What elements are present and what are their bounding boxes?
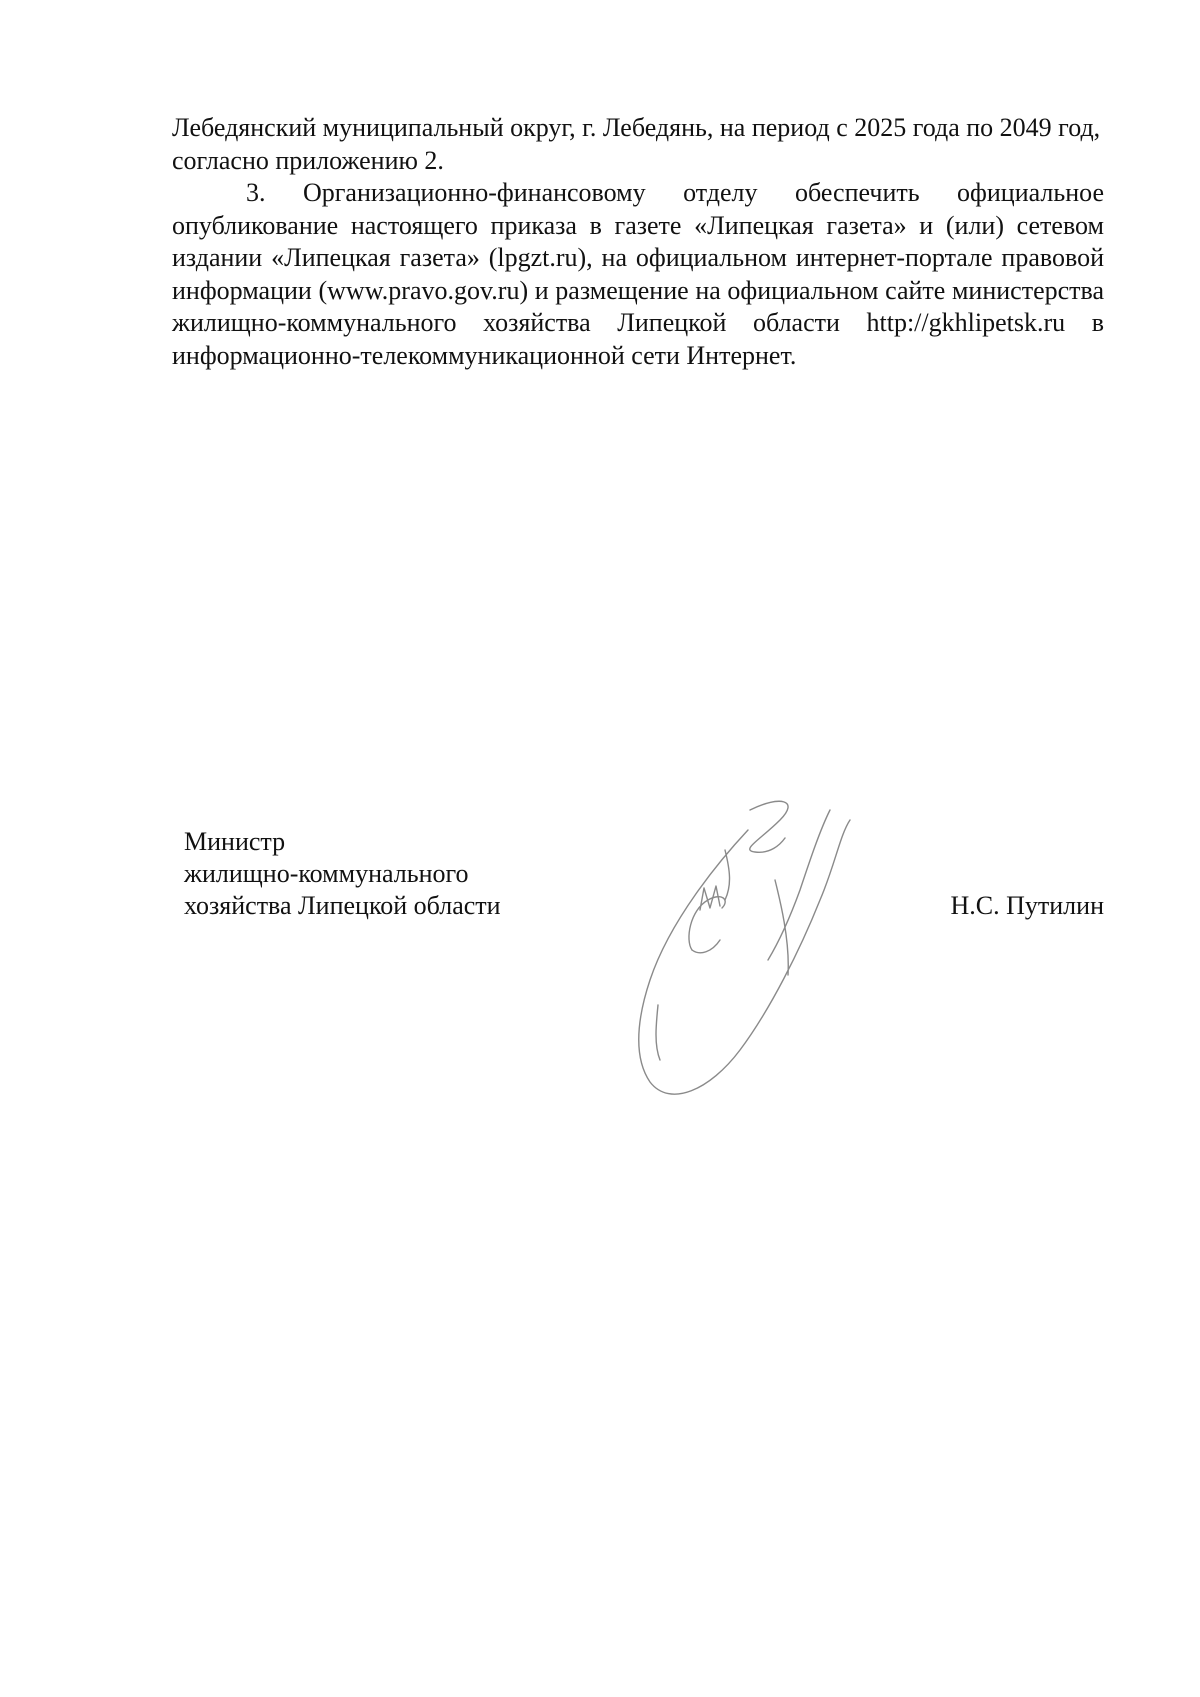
document-body bbox=[172, 112, 1104, 372]
paragraph-item-3: 3. Организационно-финансовому отделу обеспечить официальное опубликование настоящего приказа в газете «Липецкая газета» и (или) сетевом издании «Липецкая газета» (lpgzt.ru), на официальном интернет-портале правовой информации (www.pravo.gov.ru) и размещение на официальном сайте министерства жилищно-коммунального хозяйства Липецкой области http://gkhlipetsk.ru в информационно-телекоммуникационной сети Интернет. bbox=[172, 178, 1104, 370]
signer-name: Н.С. Путилин bbox=[950, 891, 1104, 920]
paragraph-continued: Лебедянский муниципальный округ, г. Лебедянь, на период с 2025 года по 2049 год, согласно приложению 2. bbox=[172, 113, 1101, 175]
signer-position-line-2: жилищно-коммунального bbox=[184, 859, 469, 888]
handwritten-signature-icon bbox=[630, 790, 890, 1110]
signer-position-line-1: Министр bbox=[184, 827, 286, 856]
signer-position-line-3: хозяйства Липецкой области bbox=[184, 891, 501, 920]
